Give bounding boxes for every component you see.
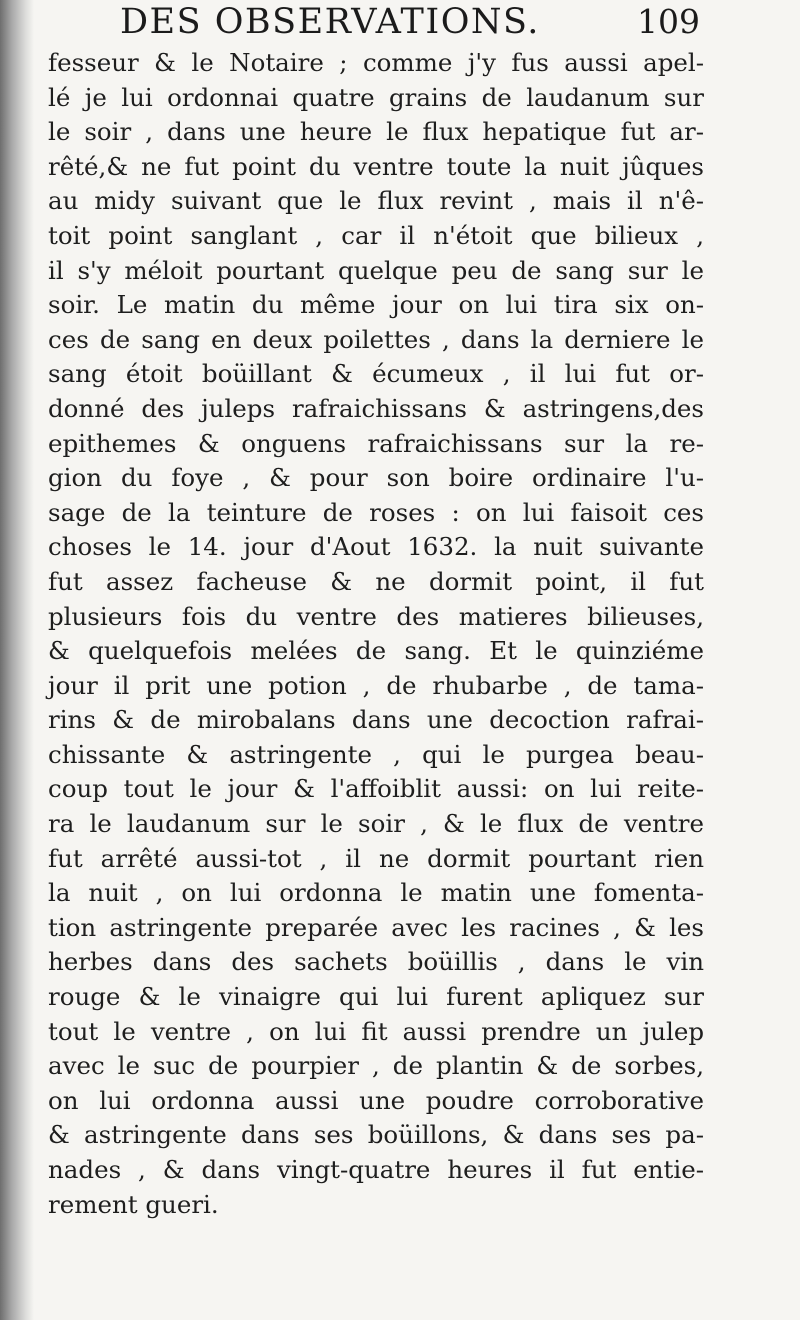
text-line: tion astringente preparée avec les racines , & les [48, 912, 704, 942]
text-line: on lui ordonna aussi une poudre corroborative [48, 1085, 704, 1115]
running-head: DES OBSERVATIONS. [120, 2, 540, 42]
text-line: rins & de mirobalans dans une decoction rafrai- [48, 705, 704, 735]
text-line: fesseur & le Notaire ; comme j'y fus aussi apel- [48, 48, 704, 77]
text-line: jour il prit une potion , de rhubarbe , de tama- [48, 670, 704, 700]
page-number: 109 [637, 2, 700, 41]
text-line: soir. Le matin du même jour on lui tira six on- [48, 290, 704, 320]
text-line: nades , & dans vingt-quatre heures il fut entie- [48, 1155, 704, 1184]
text-line: plusieurs fois du ventre des matieres bilieuses, [48, 601, 704, 631]
text-line: herbes dans des sachets boüillis , dans le vin [48, 947, 704, 977]
text-line: rêté,& ne fut point du ventre toute la nuit jûques [48, 151, 704, 181]
text-line: la nuit , on lui ordonna le matin une fomenta- [48, 878, 704, 908]
text-line: toit point sanglant , car il n'étoit que bilieux , [48, 220, 704, 250]
text-line: ra le laudanum sur le soir , & le flux de ventre [48, 809, 704, 839]
text-line: epithemes & onguens rafraichissans sur la re- [48, 428, 704, 458]
text-line: gion du foye , & pour son boire ordinaire l'u- [48, 463, 704, 493]
text-line: rouge & le vinaigre qui lui furent apliquez sur [48, 982, 704, 1012]
text-line: coup tout le jour & l'affoiblit aussi: on lui reite- [48, 774, 704, 804]
binding-shadow [0, 0, 34, 1320]
text-line: rement gueri. [48, 1189, 219, 1219]
text-line: avec le suc de pourpier , de plantin & de sorbes, [48, 1051, 704, 1081]
page-header [120, 2, 700, 48]
text-line: fut arrêté aussi-tot , il ne dormit pourtant rien [48, 843, 704, 873]
text-line: au midy suivant que le flux revint , mais il n'ê- [48, 186, 704, 216]
text-line: tout le ventre , on lui fit aussi prendre un julep [48, 1016, 704, 1046]
text-line: lé je lui ordonnai quatre grains de laudanum sur [48, 82, 704, 112]
text-line: choses le 14. jour d'Aout 1632. la nuit suivante [48, 532, 704, 562]
text-line: il s'y méloit pourtant quelque peu de sang sur le [48, 255, 704, 285]
text-line: donné des juleps rafraichissans & astringens,des [48, 393, 704, 423]
body-text [48, 46, 704, 1222]
text-line: sang étoit boüillant & écumeux , il lui fut or- [48, 359, 704, 389]
text-line: & astringente dans ses boüillons, & dans ses pa- [48, 1120, 704, 1150]
text-line: le soir , dans une heure le flux hepatique fut ar- [48, 117, 704, 147]
text-line: chissante & astringente , qui le purgea beau- [48, 739, 704, 769]
text-line: fut assez facheuse & ne dormit point, il fut [48, 566, 704, 596]
text-line: sage de la teinture de roses : on lui faisoit ces [48, 497, 704, 527]
text-line: ces de sang en deux poilettes , dans la derniere le [48, 324, 704, 354]
text-line: & quelquefois melées de sang. Et le quinziéme [48, 636, 704, 666]
